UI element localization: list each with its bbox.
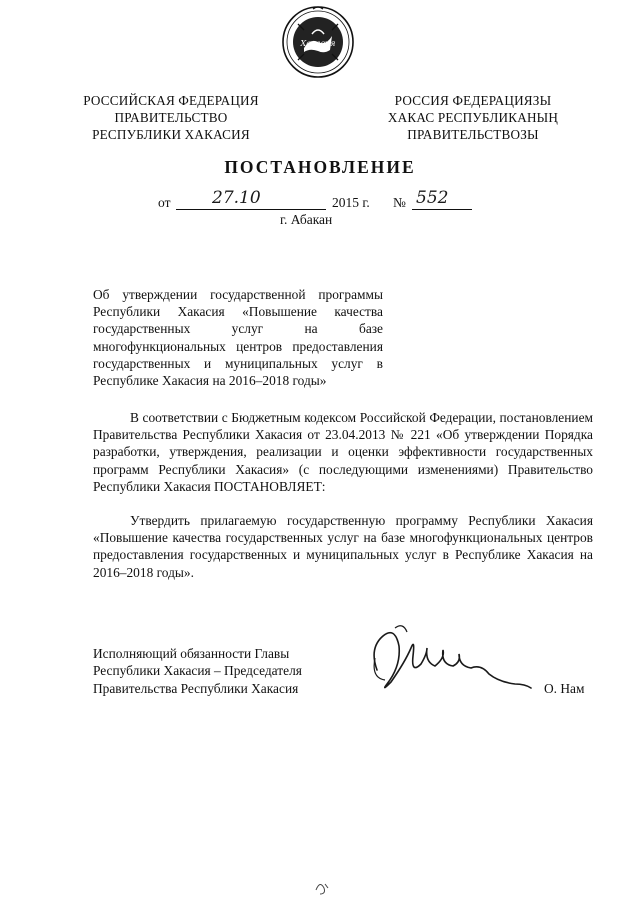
signatory-title-line: Республики Хакасия – Председателя: [93, 663, 302, 679]
coat-of-arms-icon: [280, 4, 356, 80]
year-label: 2015 г.: [332, 195, 370, 210]
document-title: ПОСТАНОВЛЕНИЕ: [224, 157, 416, 177]
scan-mark-icon: [310, 872, 334, 898]
signatory-title-line: Исполняющий обязанности Главы: [93, 646, 290, 661]
header-left-line: ПРАВИТЕЛЬСТВО: [114, 110, 228, 125]
signatory-name: О. Нам: [544, 681, 585, 696]
number-label: №: [393, 195, 406, 210]
header-right: [353, 92, 593, 143]
signatory-title: [93, 645, 302, 697]
document-subject: Об утверждении государственной программы Республики Хакасия «Повышение качества государственных услуг на базе многофункциональных центров предоставления государственных и муниципальных услуг в Республике Хакасия на 2016–2018 годы»: [93, 287, 383, 389]
date-from-label: от: [158, 195, 171, 210]
number-handwritten: 552: [416, 188, 449, 208]
body-paragraph-1: В соответствии с Бюджетным кодексом Российской Федерации, постановлением Правительства Республики Хакасия от 23.04.2013 № 221 «Об утверждении Порядка разработки, утверждения, реализации и оценки эффективности государственных программ Республики Хакасия» (с последующими изменениями) Правительство Республики Хакасия ПОСТАНОВЛЯЕТ:: [93, 410, 593, 494]
header-left: [66, 92, 276, 143]
header-left-line: РОССИЙСКАЯ ФЕДЕРАЦИЯ: [83, 93, 259, 108]
city-label: г. Абакан: [280, 212, 333, 227]
header-left-line: РЕСПУБЛИКИ ХАКАСИЯ: [92, 127, 250, 142]
handwritten-signature: [365, 618, 540, 698]
date-underline: [176, 209, 326, 210]
header-right-line: РОССИЯ ФЕДЕРАЦИЯЗЫ: [394, 93, 552, 108]
svg-text:Хакасия: Хакасия: [300, 39, 336, 48]
date-handwritten: 27.10: [212, 188, 261, 208]
signatory-title-line: Правительства Республики Хакасия: [93, 680, 299, 696]
header-right-line: ХАКАС РЕСПУБЛИКАНЫҢ: [387, 110, 559, 125]
number-underline: [412, 209, 472, 210]
body-paragraph-2: Утвердить прилагаемую государственную программу Республики Хакасия «Повышение качества государственных услуг на базе многофункциональных центров предоставления государственных и муниципальных услуг в Республике Хакасия на 2016–2018 годы».: [93, 513, 593, 580]
header-right-line: ПРАВИТЕЛЬСТВОЗЫ: [407, 127, 539, 142]
